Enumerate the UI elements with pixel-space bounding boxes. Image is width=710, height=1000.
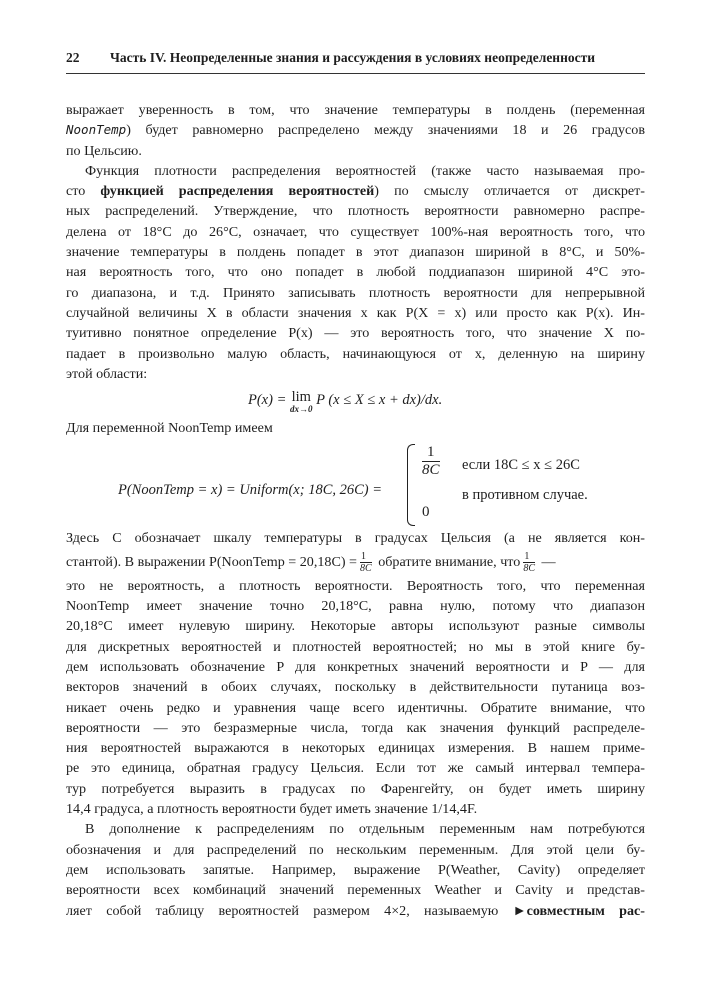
- page-number: 22: [66, 50, 80, 65]
- brace-bracket: [407, 444, 415, 526]
- limit-operator: lim dx→0: [290, 389, 313, 415]
- text-line: это не вероятность, а плотность вероятности. Вероятность того, что переменная: [66, 577, 645, 594]
- text-line: по Цельсию.: [66, 142, 142, 159]
- text-line: ния вероятностей выражаются в некоторых единицах измерения. В нашем приме-: [66, 740, 645, 757]
- text-line: вероятности всех комбинаций значений переменных Weather и Cavity и представ-: [66, 882, 645, 899]
- text-line: падает в произвольно малую область, начинающуюся от x, деленную на ширину: [66, 345, 645, 362]
- text-line: обозначения и для распределений по нескольким переменным. Для этой цели бу-: [66, 841, 645, 858]
- text-line: Здесь C обозначает шкалу температуры в градусах Цельсия (а не является кон-: [66, 530, 645, 547]
- text-line: ных распределений. Утверждение, что плотность вероятности равномерно распре-: [66, 203, 645, 220]
- text-line: 14,4 градуса, а плотность вероятности будет иметь значение 1/14,4F.: [66, 801, 478, 818]
- text-line: случайной величины X в области значения x как P(X = x) или просто как P(x). Ин-: [66, 304, 645, 321]
- inline-fraction: $\frac{1}{8C}$: [360, 551, 372, 575]
- text-line: ная вероятность того, что оно попадет в любой поддиапазон шириной 4°C это-: [66, 264, 645, 281]
- term-highlight: ►совместным рас-: [512, 902, 646, 919]
- chapter-title: Часть IV. Неопределенные знания и рассуждения в условиях неопределенности: [110, 50, 596, 65]
- text-line: 20,18°C имеет нулевую ширину. Некоторые авторы используют разные символы: [66, 618, 645, 635]
- term-highlight: функцией распределения вероятностей: [100, 183, 375, 200]
- text-line: ляет собой таблицу вероятностей размером 4×2, называемую ►совместным рас-: [66, 902, 646, 919]
- page-body: [66, 100, 645, 921]
- text-line: ре это единица, обратная градусу Цельсия. Если тот же самый интервал темпера-: [66, 760, 645, 777]
- text-line: этой области:: [66, 365, 148, 382]
- variable-name: NoonTemp: [66, 122, 127, 138]
- text-line: значение температуры в полдень попадет в этот диапазон шириной в 8°C, и 50%-: [66, 244, 645, 261]
- fraction: $\frac{1}{8C}$: [422, 444, 440, 479]
- text-line: Для переменной NoonTemp имеем: [66, 420, 273, 437]
- text-line: NoonTemp) будет равномерно распределено между значениями 18 и 26 градусов: [66, 122, 645, 139]
- text-line: го диапазона, и т.д. Принято записывать плотность вероятности для непрерывной: [66, 284, 645, 301]
- density-definition-formula: P(x) = lim dx→0 P (x ≤ X ≤ x + dx)/dx.: [248, 389, 443, 415]
- text-line: стантой). В выражении P(NoonTemp = 20,18C) = $\frac{1}{8C}$ обратите внимание, что $\frac{1}{8C}$ —: [66, 551, 556, 575]
- text-line: вероятности — это безразмерные числа, тогда как значения функций распределе-: [66, 719, 645, 736]
- text-line: туитивно понятное определение P(x) — это вероятность того, что значение X по-: [66, 325, 645, 342]
- text-line: делена от 18°C до 26°C, означает, что существует 100%-ная вероятность того, что: [66, 223, 645, 240]
- text-line: NoonTemp имеет значение точно 20,18°C, равна нулю, потому что диапазон: [66, 598, 645, 615]
- paragraph-start: Функция плотности распределения вероятностей (также часто называемая про-: [85, 162, 645, 179]
- text-line: для дискретных вероятностей и плотностей вероятностей; но мы в этой книге бу-: [66, 638, 645, 655]
- text-line: тур потребуется выразить в градусах по Фаренгейту, он будет иметь ширину: [66, 780, 645, 797]
- text-line: дем использовать запятые. Например, выражение P(Weather, Cavity) определяет: [66, 861, 645, 878]
- text-line: никает очень редко и уравнения чаще всего идентичны. Обратите внимание, что: [66, 699, 645, 716]
- paragraph-start: В дополнение к распределениям по отдельным переменным нам потребуются: [85, 821, 645, 838]
- header-rule: [66, 73, 645, 74]
- text-line: выражает уверенность в том, что значение температуры в полдень (переменная: [66, 102, 645, 118]
- inline-fraction: $\frac{1}{8C}$: [523, 551, 535, 575]
- text-line: сто функцией распределения вероятностей) по смыслу отличается от дискрет-: [66, 183, 645, 200]
- uniform-distribution-formula: P(NoonTemp = x) = Uniform(x; 18C, 26C) = $\frac{1}{8C}$ 0 если 18C ≤ x ≤ 26C в противном случае.: [66, 438, 645, 528]
- text-line: векторов значений в обоих случаях, поскольку в действительности путаница воз-: [66, 679, 645, 696]
- text-line: дем использовать обозначение P для конкретных значений вероятности и P — для: [66, 658, 645, 675]
